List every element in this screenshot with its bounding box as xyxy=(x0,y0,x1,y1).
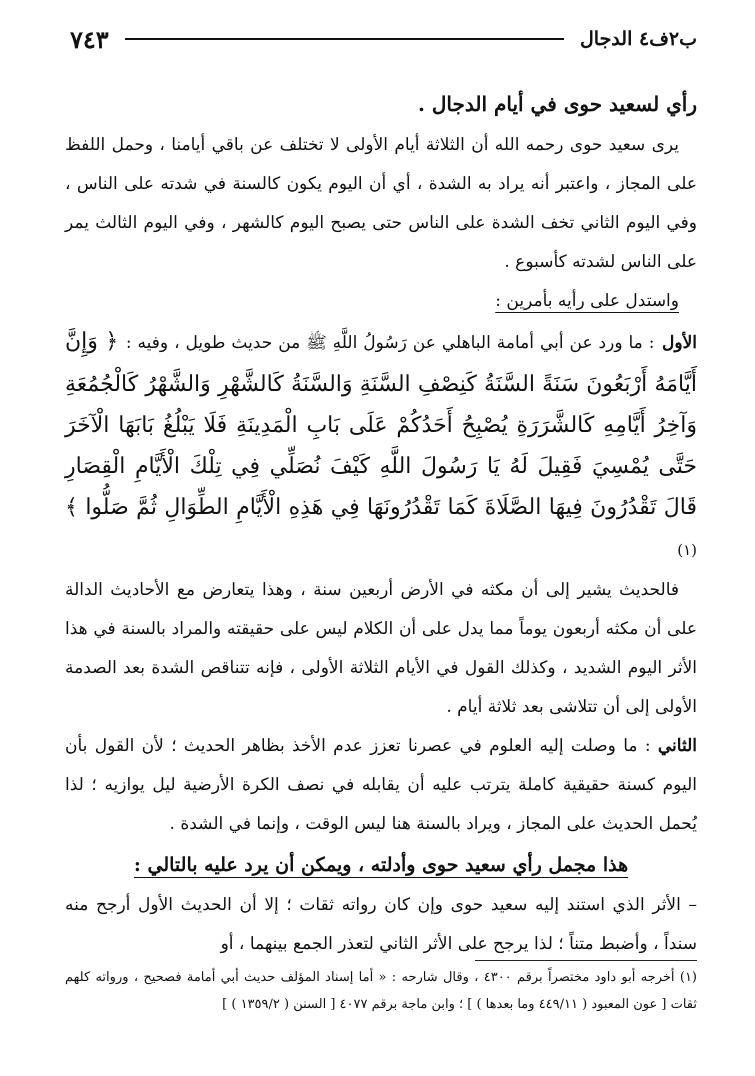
footnote-rule xyxy=(475,960,697,961)
first-lead: الأول xyxy=(662,333,697,353)
section-heading: رأي لسعيد حوى في أيام الدجال . xyxy=(417,92,697,116)
second-text: : ما وصلت إليه العلوم في عصرنا تعزز عدم الأخذ بظاهر الحديث ؛ لأن القول بأن اليوم كسنة حقيقية كاملة يترتب عليه أن يقابله في نصف الكرة الأرضية ليل يوازيه ؛ لذا يُحمل الحديث على المجاز ، ويراد بالسنة هنا ليس الوقت ، وإنما في الشدة . xyxy=(65,736,697,834)
header-rule xyxy=(125,38,564,40)
page-body xyxy=(65,82,697,964)
page-header xyxy=(70,22,697,56)
rebuttal-item: – الأثر الذي استند إليه سعيد حوى وإن كان رواته ثقات ؛ إلا أن الحديث الأول أرجح منه سنداً ، وأضبط متناً ؛ لذا يرجح على الأثر الثاني لتعذر الجمع بينهما ، أو xyxy=(65,895,697,954)
first-proof xyxy=(65,321,697,571)
summary-heading xyxy=(65,844,697,886)
page-number: ٧٤٣ xyxy=(70,24,109,54)
argued-line xyxy=(65,282,697,321)
argued-text: واستدل على رأيه بأمرين : xyxy=(495,291,679,311)
footnotes xyxy=(65,964,697,1018)
hadith-text: ﴿ وَإِنَّ أَيَّامَهُ أَرْبَعُونَ سَنَةً السَّنَةُ كَنِصْفِ السَّنَةِ وَالسَّنَةُ كَالشَّهْرِ وَالشَّهْرُ كَالْجُمُعَةِ وَآخِرُ أَيَّامِهِ كَالشَّرَرَةِ يُصْبِحُ أَحَدُكُمْ عَلَى بَابِ الْمَدِينَةِ فَلَا يَبْلُغُ بَابَهَا الْآخَرَ حَتَّى يُمْسِيَ فَقِيلَ لَهُ يَا رَسُولَ اللَّهِ كَيْفَ نُصَلِّي فِي تِلْكَ الْأَيَّامِ الْقِصَارِ قَالَ تَقْدُرُونَ فِيهَا الصَّلَاةَ كَمَا تَقْدُرُونَهَا فِي هَذِهِ الْأَيَّامِ الطِّوَالِ ثُمَّ صَلُّوا ﴾ xyxy=(65,329,697,520)
running-title: ب٢ف٤ الدجال xyxy=(579,28,697,50)
second-lead: الثاني xyxy=(657,736,697,756)
footnote-1: (١) أخرجه أبو داود مختصراً برقم ٤٣٠٠ ، وقال شارحه : « أما إسناد المؤلف حديث أبي أمامة فصحيح ، ورواته كلهم ثقات [ عون المعبود ( ٤٤٩/١١ وما بعدها ) ] ؛ وابن ماجة برقم ٤٠٧٧ [ السنن ( ١٣٥٩/٢ ) ] xyxy=(65,970,697,1012)
footnote-ref: (١) xyxy=(677,541,697,559)
first-intro: : ما ورد عن أبي أمامة الباهلي عن رَسُولُ اللَّهِ ﷺ من حديث طويل ، وفيه : xyxy=(125,333,655,353)
second-proof xyxy=(65,727,697,844)
summary-text: هذا مجمل رأي سعيد حوى وأدلته ، ويمكن أن يرد عليه بالتالي : xyxy=(133,854,629,876)
hadith-commentary: فالحديث يشير إلى أن مكثه في الأرض أربعين سنة ، وهذا يتعارض مع الأحاديث الدالة على أن مكثه أربعون يوماً مما يدل على أن الكلام ليس على حقيقته والمراد بالسنة في هذا الأثر اليوم الشديد ، وكذلك القول في الأيام الثلاثة الأولى ، فإنه تتناقص الشدة بعد الصدمة الأولى إلى أن تتلاشى بعد ثلاثة أيام . xyxy=(65,580,697,717)
intro-paragraph: يرى سعيد حوى رحمه الله أن الثلاثة أيام الأولى لا تختلف عن باقي أيامنا ، وحمل اللفظ على المجاز ، واعتبر أنه يراد به الشدة ، أي أن اليوم يكون كالسنة في شدته على الناس ، وفي اليوم الثاني تخف الشدة على الناس حتى يصبح اليوم كالشهر ، وفي اليوم الثالث يمر على الناس لشدته كأسبوع . xyxy=(65,135,697,272)
